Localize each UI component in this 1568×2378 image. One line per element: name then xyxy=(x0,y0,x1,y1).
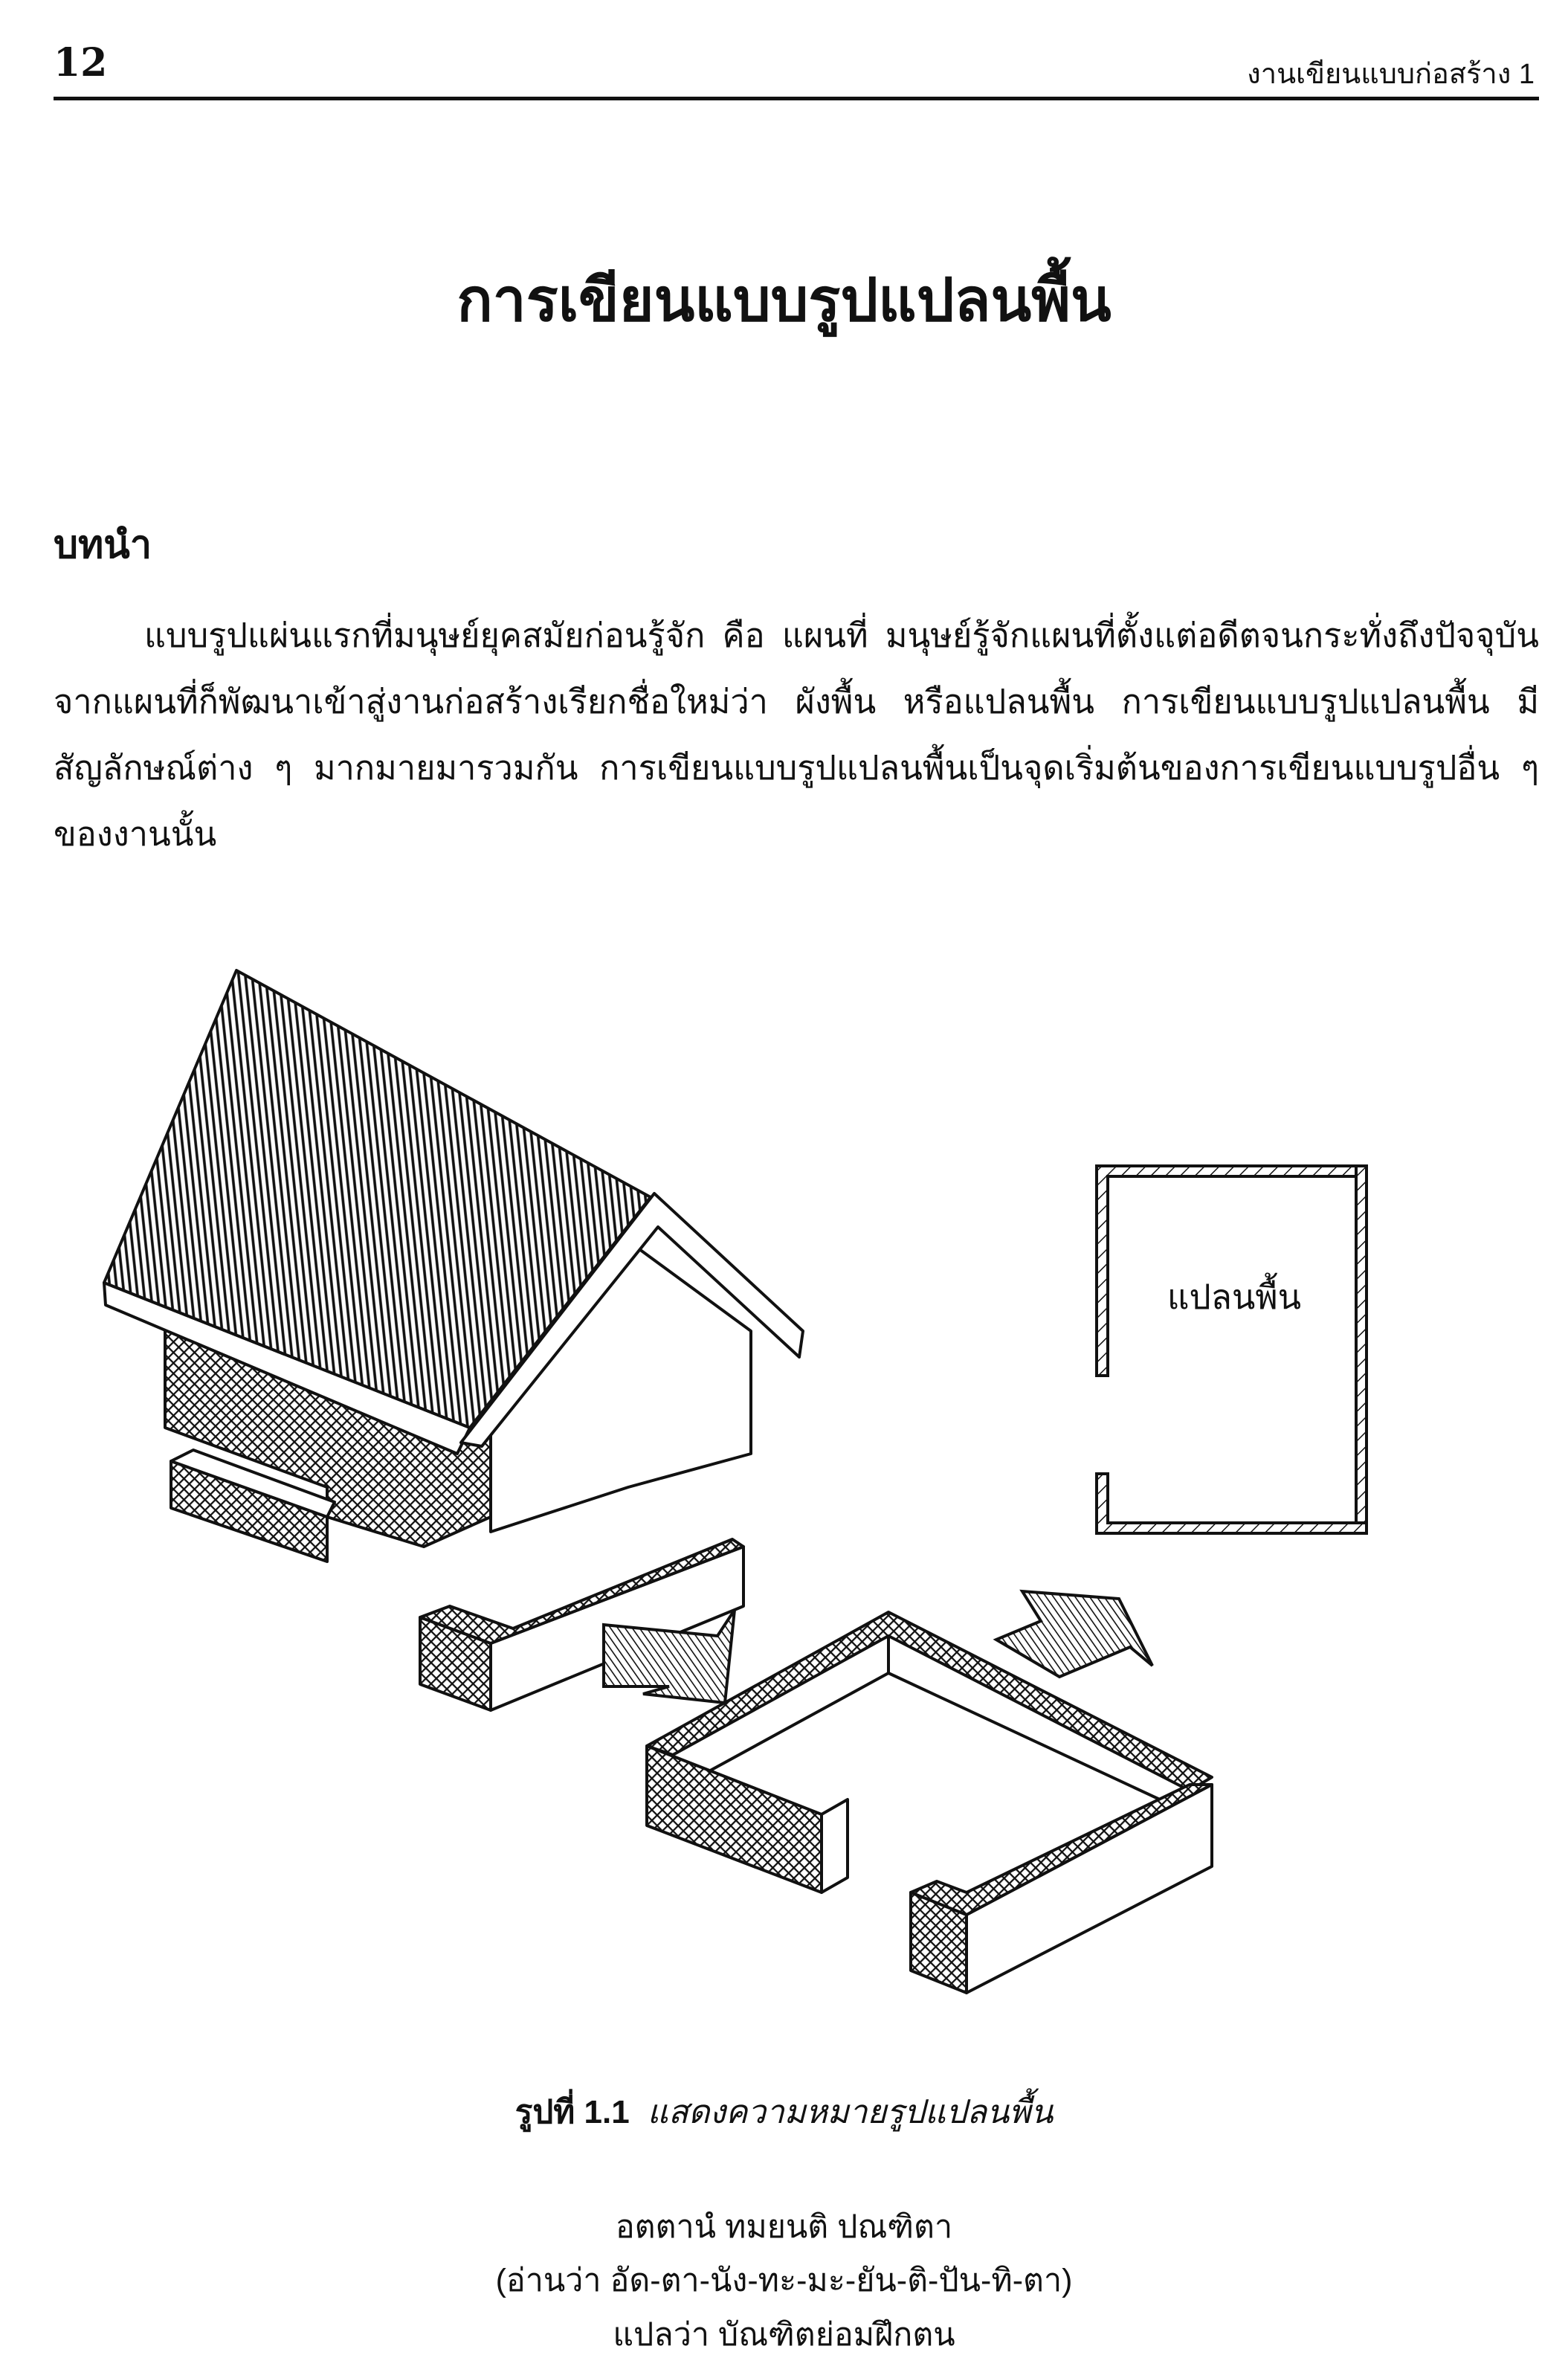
figure-caption xyxy=(0,2086,1568,2138)
arrow-up-right-icon xyxy=(996,1591,1152,1677)
foundation-left-side xyxy=(822,1799,848,1892)
running-title: งานเขียนแบบก่อสร้าง 1 xyxy=(1247,59,1535,90)
page-header xyxy=(54,37,1539,100)
caption-label: รูปที่ 1.1 xyxy=(514,2094,630,2130)
floor-plan-drawing xyxy=(1097,1166,1367,1533)
intro-paragraph: แบบรูปแผ่นแรกที่มนุษย์ยุคสมัยก่อนรู้จัก คือ แผนที่ มนุษย์รู้จักแผนที่ตั้งแต่อดีตจนกระทั่งถึงปัจจุบัน จากแผนที่ก็พัฒนาเข้าสู่งานก่อสร้างเรียกชื่อใหม่ว่า ผังพื้น หรือแปลนพื้น การเขียนแบบรูปแปลนพื้น มีสัญลักษณ์ต่าง ๆ มากมายมารวมกัน การเขียนแบบรูปแปลนพื้นเป็นจุดเริ่มต้นของการเขียนแบบรูปอื่น ๆ ของงานนั้น xyxy=(54,616,1539,853)
quote-line-2: (อ่านว่า อัด-ตา-นัง-ทะ-มะ-ยัน-ติ-ปัน-ทิ-ตา) xyxy=(495,2263,1073,2298)
page-number: 12 xyxy=(54,40,108,86)
figure-house-to-floor-plan xyxy=(0,937,1568,2023)
plan-label: แปลนพื้น xyxy=(1167,1277,1302,1316)
plan-wall-top xyxy=(1097,1166,1367,1376)
house-drawing xyxy=(104,970,803,1710)
chapter-title: การเขียนแบบรูปแปลนพื้น xyxy=(456,265,1112,335)
quote-line-3: แปลว่า บัณฑิตย่อมฝึกตน xyxy=(613,2317,955,2353)
quote-line-1: อตตานํ ทมยนติ ปณฑิตา xyxy=(615,2209,953,2245)
plan-wall-right xyxy=(1356,1166,1367,1533)
foundation-left-face xyxy=(647,1746,822,1892)
plan-wall-bottom xyxy=(1097,1474,1367,1533)
caption-text: แสดงความหมายรูปแปลนพื้น xyxy=(647,2094,1054,2130)
section-heading: บทนำ xyxy=(54,522,152,567)
foundation-walls-drawing xyxy=(647,1612,1212,1993)
